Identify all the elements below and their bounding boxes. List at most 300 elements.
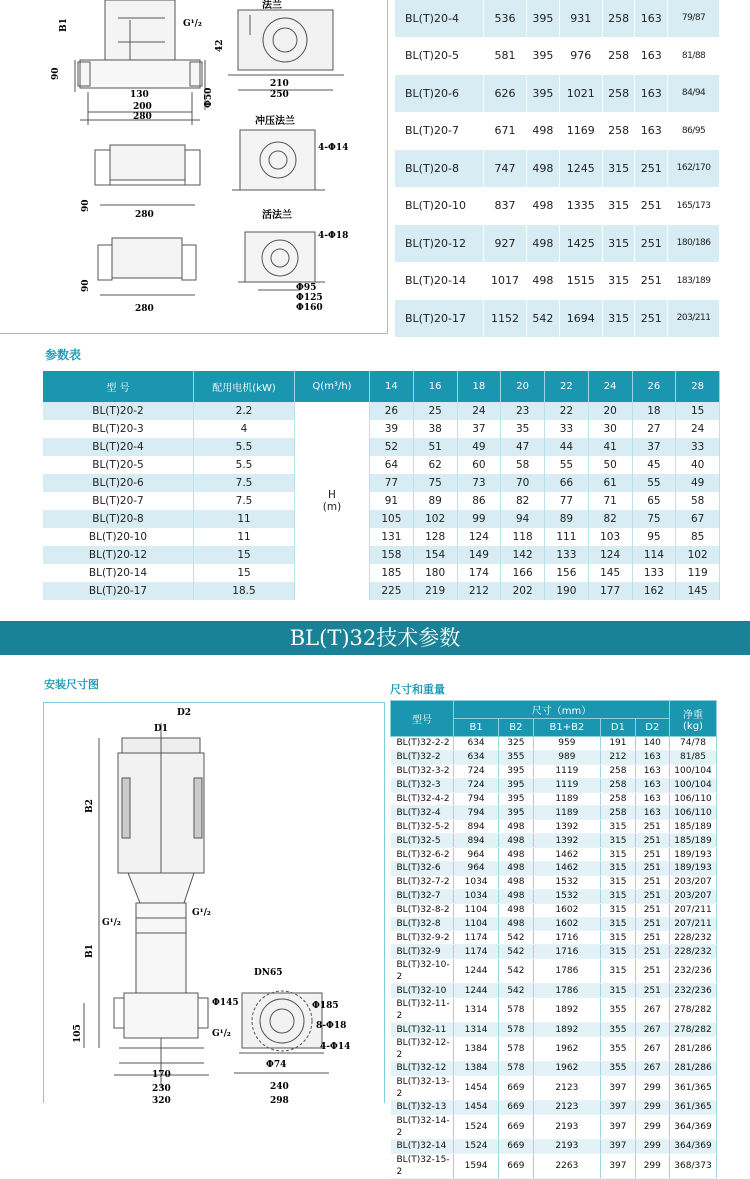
b1b2-cell: 1892 [533,1023,601,1037]
d2-cell: 299 [635,1075,669,1100]
col-model: 型 号 [43,371,194,402]
model-cell: BL(T)20-6 [43,474,194,492]
b1b2-cell: 1335 [559,187,602,225]
table-row [395,225,720,263]
d1-cell: 258 [601,778,635,792]
section-banner [0,621,750,655]
b2-cell: 498 [527,262,560,300]
w-cell: 189/193 [670,862,717,876]
col-d2: D2 [635,719,669,737]
motor-cell: 11 [194,528,295,546]
dim-90b-label: 90 [81,199,91,212]
weight-header: 净重 [683,709,703,721]
table-row [43,474,720,492]
model-cell: BL(T)32-13-2 [391,1075,454,1100]
head-value-cell: 225 [370,582,414,600]
b1b2-cell: 2123 [533,1075,601,1100]
d1-cell: 258 [602,75,635,113]
head-value-cell: 190 [545,582,589,600]
b1-cell: 894 [454,834,499,848]
b2-cell: 498 [527,112,560,150]
w-cell: 232/236 [670,959,717,984]
model-cell: BL(T)32-6-2 [391,848,454,862]
model-cell: BL(T)20-7 [43,492,194,510]
w-cell: 232/236 [670,984,717,998]
d1-cell: 315 [601,959,635,984]
b1b2-cell: 1169 [559,112,602,150]
table-row [391,1023,717,1037]
dim-230-label: 230 [152,1084,171,1094]
table-row [391,1139,717,1153]
dim-g12a-label: G¹/₂ [102,918,121,928]
weight-unit: (kg) [683,720,703,732]
head-value-cell: 65 [632,492,676,510]
head-value-cell: 26 [370,402,414,420]
w-cell: 106/110 [670,792,717,806]
d2-cell: 251 [635,903,669,917]
w-cell: 228/232 [670,945,717,959]
b1-cell: 1384 [454,1062,499,1076]
weight-cell: 81/88 [668,37,720,75]
model-cell: BL(T)20-4 [395,0,484,37]
d2-cell: 251 [635,875,669,889]
b1-cell: 634 [454,737,499,751]
table-row [395,187,720,225]
head-value-cell: 49 [676,474,720,492]
col-motor: 配用电机(kW) [194,371,295,402]
head-value-cell: 64 [370,456,414,474]
model-cell: BL(T)20-17 [43,582,194,600]
d2-cell: 163 [635,778,669,792]
dim-170-label: 170 [152,1070,171,1080]
table-row [395,0,720,37]
dim-4phi14-label: 4-Φ14 [318,143,349,153]
head-unit: (m) [322,501,342,513]
d1-cell: 315 [601,917,635,931]
w-cell: 364/369 [670,1114,717,1139]
table-row [391,1062,717,1076]
model-cell: BL(T)20-14 [395,262,484,300]
b2-cell: 542 [527,300,560,338]
d2-cell: 251 [635,984,669,998]
b1b2-cell: 1716 [533,931,601,945]
b1b2-cell: 1425 [559,225,602,263]
b1b2-cell: 1189 [533,806,601,820]
b2-cell: 395 [499,778,533,792]
b2-cell: 669 [499,1139,533,1153]
b1b2-cell: 1119 [533,778,601,792]
w-cell: 203/207 [670,875,717,889]
col-q-18: 18 [457,371,501,402]
b2-cell: 498 [527,150,560,188]
dim-g12c-label: G¹/₂ [212,1029,231,1039]
b2-cell: 578 [499,1062,533,1076]
d1-cell: 315 [602,187,635,225]
b1-cell: 1524 [454,1114,499,1139]
b2-cell: 498 [527,225,560,263]
dimension-table-32 [390,700,717,1179]
b1b2-cell: 931 [559,0,602,37]
b1-cell: 1314 [454,1023,499,1037]
weight-cell: 84/94 [668,75,720,113]
d2-cell: 267 [635,998,669,1023]
b1b2-cell: 2263 [533,1153,601,1178]
model-cell: BL(T)32-11 [391,1023,454,1037]
head-value-cell: 77 [370,474,414,492]
head-value-cell: 103 [588,528,632,546]
b1-cell: 1244 [454,984,499,998]
table-row [391,1037,717,1062]
d2-cell: 299 [635,1153,669,1178]
col-q-28: 28 [676,371,720,402]
head-value-cell: 22 [545,402,589,420]
b1b2-cell: 1892 [533,998,601,1023]
b1b2-cell: 1602 [533,917,601,931]
d1-cell: 397 [601,1100,635,1114]
install-dimension-label: 安装尺寸图 [44,678,99,691]
weight-cell: 162/170 [668,150,720,188]
head-value-cell: 91 [370,492,414,510]
head-label: H [328,489,336,501]
b1-cell: 671 [484,112,527,150]
head-value-cell: 114 [632,546,676,564]
motor-cell: 15 [194,546,295,564]
b1-cell: 747 [484,150,527,188]
col-size-group: 尺寸（mm） [454,701,670,719]
b1b2-cell: 1392 [533,820,601,834]
w-cell: 207/211 [670,917,717,931]
model-cell: BL(T)32-14-2 [391,1114,454,1139]
b2-cell: 669 [499,1114,533,1139]
d2-cell: 267 [635,1023,669,1037]
w-cell: 228/232 [670,931,717,945]
table-row [391,984,717,998]
d2-cell: 251 [635,262,668,300]
b1-cell: 724 [454,778,499,792]
flange-caption: 法兰 [262,0,282,11]
d1-cell: 315 [602,150,635,188]
head-value-cell: 89 [413,492,457,510]
motor-cell: 11 [194,510,295,528]
d1-cell: 258 [601,764,635,778]
w-cell: 100/104 [670,778,717,792]
table-row [391,737,717,751]
b1-cell: 927 [484,225,527,263]
head-value-cell: 145 [676,582,720,600]
dim-250-label: 250 [270,90,289,100]
d2-cell: 251 [635,959,669,984]
model-cell: BL(T)32-9-2 [391,931,454,945]
b2-cell: 395 [527,37,560,75]
w-cell: 361/365 [670,1100,717,1114]
d1-cell: 315 [601,862,635,876]
b1-cell: 536 [484,0,527,37]
model-cell: BL(T)32-2 [391,750,454,764]
b1b2-cell: 1392 [533,834,601,848]
dim-g12-label: G¹/₂ [183,19,202,29]
b1-cell: 1034 [454,875,499,889]
d2-cell: 140 [635,737,669,751]
b1-cell: 1152 [484,300,527,338]
head-value-cell: 166 [501,564,545,582]
d2-cell: 251 [635,848,669,862]
d2-cell: 251 [635,820,669,834]
model-cell: BL(T)32-11-2 [391,998,454,1023]
d2-cell: 251 [635,889,669,903]
model-cell: BL(T)32-7 [391,889,454,903]
head-value-cell: 111 [545,528,589,546]
head-value-cell: 30 [588,420,632,438]
head-value-cell: 119 [676,564,720,582]
head-value-cell: 156 [545,564,589,582]
motor-cell: 4 [194,420,295,438]
motor-cell: 5.5 [194,456,295,474]
b1b2-cell: 1245 [559,150,602,188]
b2-cell: 395 [499,792,533,806]
model-cell: BL(T)20-5 [395,37,484,75]
b1-cell: 724 [454,764,499,778]
model-cell: BL(T)20-10 [43,528,194,546]
weight-cell: 180/186 [668,225,720,263]
head-value-cell: 58 [676,492,720,510]
head-value-cell: 24 [457,402,501,420]
head-value-cell: 41 [588,438,632,456]
bottom-drawing-panel [43,702,385,1103]
b1b2-cell: 2193 [533,1114,601,1139]
dim-b1-label: B1 [59,18,69,32]
motor-cell: 15 [194,564,295,582]
b1-cell: 837 [484,187,527,225]
head-value-cell: 180 [413,564,457,582]
weight-cell: 165/173 [668,187,720,225]
table-row [43,528,720,546]
head-value-cell: 49 [457,438,501,456]
d1-cell: 258 [602,112,635,150]
b2-cell: 542 [499,959,533,984]
model-cell: BL(T)32-5 [391,834,454,848]
head-value-cell: 39 [370,420,414,438]
table-row [391,848,717,862]
dim-130-label: 130 [130,90,149,100]
dim-phi95-label: Φ95 [296,283,317,293]
head-value-cell: 154 [413,546,457,564]
head-value-cell: 38 [413,420,457,438]
col-flow: Q(m³/h) [295,371,370,402]
dim-240-label: 240 [270,1082,289,1092]
model-cell: BL(T)20-12 [43,546,194,564]
d2-cell: 251 [635,300,668,338]
model-cell: BL(T)32-5-2 [391,820,454,834]
table-row [391,750,717,764]
w-cell: 100/104 [670,764,717,778]
b1-cell: 1454 [454,1100,499,1114]
b1b2-cell: 1962 [533,1062,601,1076]
b2-cell: 542 [499,945,533,959]
d1-cell: 258 [602,0,635,37]
d1-cell: 212 [601,750,635,764]
head-value-cell: 20 [588,402,632,420]
dim-280b-label: 280 [135,210,154,220]
w-cell: 278/282 [670,1023,717,1037]
d1-cell: 315 [601,834,635,848]
dim-d1-label: D1 [154,724,169,734]
b1-cell: 794 [454,806,499,820]
head-value-cell: 15 [676,402,720,420]
b2-cell: 325 [499,737,533,751]
params-title: 参数表 [45,348,82,362]
head-value-cell: 102 [676,546,720,564]
d1-cell: 258 [601,806,635,820]
b2-cell: 542 [499,931,533,945]
motor-cell: 2.2 [194,402,295,420]
d1-cell: 355 [601,998,635,1023]
b2-cell: 498 [499,903,533,917]
b1b2-cell: 976 [559,37,602,75]
d1-cell: 315 [601,903,635,917]
head-value-cell: 128 [413,528,457,546]
dim-dn65-label: DN65 [254,968,283,978]
d1-cell: 397 [601,1139,635,1153]
b2-cell: 578 [499,1037,533,1062]
b2-cell: 498 [499,820,533,834]
table-row [43,402,720,420]
d1-cell: 315 [601,945,635,959]
d1-cell: 315 [601,984,635,998]
model-cell: BL(T)20-7 [395,112,484,150]
head-value-cell: 219 [413,582,457,600]
dim-phi50-label: Φ50 [204,87,214,108]
model-cell: BL(T)20-12 [395,225,484,263]
pump-installation-drawing-32 [44,703,384,1103]
w-cell: 189/193 [670,848,717,862]
b1-cell: 1104 [454,903,499,917]
model-cell: BL(T)32-14 [391,1139,454,1153]
model-cell: BL(T)32-10 [391,984,454,998]
head-label-cell [295,402,370,600]
b1-cell: 1314 [454,998,499,1023]
d1-cell: 315 [601,848,635,862]
d2-cell: 251 [635,150,668,188]
head-value-cell: 44 [545,438,589,456]
head-value-cell: 75 [413,474,457,492]
b1b2-cell: 1786 [533,984,601,998]
head-value-cell: 71 [588,492,632,510]
table-row [43,438,720,456]
dim-105-label: 105 [73,1024,83,1043]
table-row [391,917,717,931]
head-value-cell: 58 [501,456,545,474]
table-row [391,931,717,945]
model-cell: BL(T)32-10-2 [391,959,454,984]
b1-cell: 1524 [454,1139,499,1153]
dim-320-label: 320 [152,1096,171,1103]
d1-cell: 315 [601,820,635,834]
w-cell: 185/189 [670,820,717,834]
d2-cell: 299 [635,1100,669,1114]
head-value-cell: 131 [370,528,414,546]
loose-flange-caption: 活法兰 [262,210,292,221]
b1-cell: 1104 [454,917,499,931]
model-cell: BL(T)20-3 [43,420,194,438]
d2-cell: 163 [635,37,668,75]
col-q-22: 22 [545,371,589,402]
d1-cell: 258 [601,792,635,806]
d1-cell: 355 [601,1062,635,1076]
head-value-cell: 89 [545,510,589,528]
table-row [391,1100,717,1114]
motor-cell: 7.5 [194,492,295,510]
model-cell: BL(T)20-6 [395,75,484,113]
head-value-cell: 174 [457,564,501,582]
d2-cell: 299 [635,1139,669,1153]
model-cell: BL(T)32-15-2 [391,1153,454,1178]
col-q-26: 26 [632,371,676,402]
head-value-cell: 99 [457,510,501,528]
dim-phi74-label: Φ74 [266,1060,287,1070]
b1b2-cell: 2123 [533,1100,601,1114]
b2-cell: 395 [499,806,533,820]
parameter-table [43,371,720,600]
b2-cell: 669 [499,1153,533,1178]
dim-8phi18-label: 8-Φ18 [316,1021,347,1031]
head-value-cell: 82 [588,510,632,528]
col-b1b2: B1+B2 [533,719,601,737]
table-row [391,806,717,820]
d1-cell: 315 [601,875,635,889]
weight-cell: 203/211 [668,300,720,338]
b1-cell: 964 [454,848,499,862]
head-value-cell: 52 [370,438,414,456]
b1b2-cell: 1962 [533,1037,601,1062]
table-row [391,834,717,848]
banner-title: BL(T)32技术参数 [289,626,461,650]
d1-cell: 397 [601,1114,635,1139]
d1-cell: 315 [601,931,635,945]
b2-cell: 395 [499,764,533,778]
b2-cell: 578 [499,1023,533,1037]
b2-cell: 498 [499,848,533,862]
b1b2-cell: 1515 [559,262,602,300]
head-value-cell: 33 [545,420,589,438]
dim-42-label: 42 [215,39,225,52]
b2-cell: 498 [499,862,533,876]
d1-cell: 191 [601,737,635,751]
table-row [395,150,720,188]
col-model-32: 型号 [391,701,454,737]
head-value-cell: 61 [588,474,632,492]
head-value-cell: 85 [676,528,720,546]
b1b2-cell: 1189 [533,792,601,806]
b1-cell: 1454 [454,1075,499,1100]
col-q-24: 24 [588,371,632,402]
w-cell: 281/286 [670,1062,717,1076]
col-q-20: 20 [501,371,545,402]
table-row [395,37,720,75]
head-value-cell: 145 [588,564,632,582]
head-value-cell: 62 [413,456,457,474]
b1-cell: 894 [454,820,499,834]
head-value-cell: 55 [632,474,676,492]
head-value-cell: 158 [370,546,414,564]
d1-cell: 315 [601,889,635,903]
dim-280-label: 280 [133,112,152,122]
w-cell: 203/207 [670,889,717,903]
w-cell: 185/189 [670,834,717,848]
head-value-cell: 86 [457,492,501,510]
head-value-cell: 55 [545,456,589,474]
b1-cell: 1017 [484,262,527,300]
b2-cell: 498 [499,875,533,889]
